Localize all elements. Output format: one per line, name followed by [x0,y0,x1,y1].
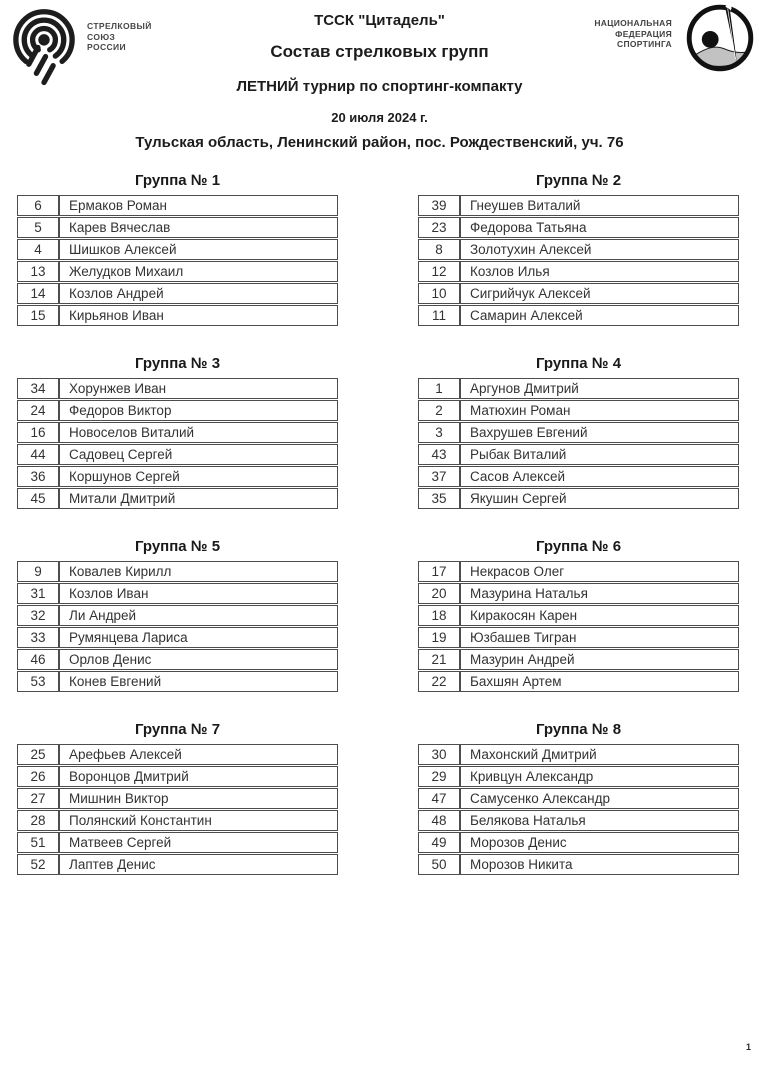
member-name: Козлов Иван [59,583,338,604]
member-name: Садовец Сергей [59,444,338,465]
member-number: 11 [418,305,460,326]
group-roster-table [17,743,338,876]
group-title: Группа № 3 [134,355,221,372]
member-name: Желудков Михаил [59,261,338,282]
member-name: Орлов Денис [59,649,338,670]
member-row [17,444,338,465]
member-name: Коршунов Сергей [59,466,338,487]
logo-text-line: СОЮЗ [87,31,116,42]
member-row [17,261,338,282]
member-number: 52 [17,854,59,875]
member-row [418,239,739,260]
member-name: Золотухин Алексей [460,239,739,260]
member-row [418,305,739,326]
member-name: Козлов Илья [460,261,739,282]
member-number: 5 [17,217,59,238]
member-number: 3 [418,422,460,443]
member-row [17,605,338,626]
member-name: Шишков Алексей [59,239,338,260]
member-row [418,400,739,421]
group-roster-table [418,194,739,327]
member-name: Арефьев Алексей [59,744,338,765]
group-title: Группа № 8 [535,721,622,738]
member-row [17,832,338,853]
member-number: 12 [418,261,460,282]
member-number: 20 [418,583,460,604]
member-name: Некрасов Олег [460,561,739,582]
member-number: 31 [17,583,59,604]
member-number: 28 [17,810,59,831]
member-name: Ермаков Роман [59,195,338,216]
group-section [418,721,739,904]
member-row [17,583,338,604]
group-section [17,355,338,538]
member-number: 26 [17,766,59,787]
member-number: 21 [418,649,460,670]
member-name: Лаптев Денис [59,854,338,875]
member-number: 45 [17,488,59,509]
group-title: Группа № 7 [134,721,221,738]
member-row [17,649,338,670]
member-number: 23 [418,217,460,238]
member-row [17,561,338,582]
member-number: 30 [418,744,460,765]
group-title: Группа № 1 [134,172,221,189]
member-row [418,561,739,582]
member-name: Воронцов Дмитрий [59,766,338,787]
group-title: Группа № 6 [535,538,622,555]
member-number: 48 [418,810,460,831]
member-number: 13 [17,261,59,282]
member-name: Кривцун Александр [460,766,739,787]
member-row [17,810,338,831]
member-name: Махонский Дмитрий [460,744,739,765]
member-number: 18 [418,605,460,626]
group-roster-table [418,560,739,693]
group-title: Группа № 5 [134,538,221,555]
club-name: ТССК "Цитадель" [314,12,445,29]
member-name: Румянцева Лариса [59,627,338,648]
member-name: Вахрушев Евгений [460,422,739,443]
member-row [17,627,338,648]
group-section [418,538,739,721]
member-row [418,261,739,282]
logo-text-line: ФЕДЕРАЦИЯ [615,28,672,39]
member-number: 33 [17,627,59,648]
member-name: Карев Вячеслав [59,217,338,238]
member-number: 39 [418,195,460,216]
member-row [17,788,338,809]
member-name: Белякова Наталья [460,810,739,831]
member-number: 49 [418,832,460,853]
member-row [418,466,739,487]
member-name: Федорова Татьяна [460,217,739,238]
member-name: Самусенко Александр [460,788,739,809]
logo-text-line: СТРЕЛКОВЫЙ [87,21,152,31]
member-number: 1 [418,378,460,399]
member-row [17,854,338,875]
member-number: 16 [17,422,59,443]
member-number: 35 [418,488,460,509]
member-number: 44 [17,444,59,465]
member-number: 8 [418,239,460,260]
member-name: Митали Дмитрий [59,488,338,509]
member-name: Кирьянов Иван [59,305,338,326]
group-title: Группа № 4 [535,355,622,372]
group-roster-table [17,377,338,510]
member-number: 10 [418,283,460,304]
member-name: Мишнин Виктор [59,788,338,809]
member-number: 17 [418,561,460,582]
member-row [17,217,338,238]
member-name: Ковалев Кирилл [59,561,338,582]
logo-text-line: РОССИИ [87,42,127,52]
member-number: 47 [418,788,460,809]
member-name: Мазурина Наталья [460,583,739,604]
member-name: Матвеев Сергей [59,832,338,853]
member-row [17,744,338,765]
member-number: 6 [17,195,59,216]
member-row [17,422,338,443]
group-section [17,172,338,355]
member-number: 46 [17,649,59,670]
member-number: 25 [17,744,59,765]
member-row [418,195,739,216]
member-row [418,488,739,509]
member-number: 9 [17,561,59,582]
group-roster-table [17,194,338,327]
member-row [17,766,338,787]
member-row [418,217,739,238]
logo-text-line: НАЦИОНАЛЬНАЯ [594,18,672,28]
member-row [17,400,338,421]
event-date: 20 июля 2024 г. [331,110,428,125]
group-section [418,355,739,538]
member-name: Рыбак Виталий [460,444,739,465]
group-section [17,538,338,721]
event-location: Тульская область, Ленинский район, пос. Рождественский, уч. 76 [135,134,624,151]
member-row [418,605,739,626]
member-row [17,378,338,399]
member-row [418,671,739,692]
page-title: Состав стрелковых групп [270,42,489,61]
member-row [17,283,338,304]
member-row [17,466,338,487]
member-row [418,378,739,399]
member-number: 2 [418,400,460,421]
page-number: 1 [745,1042,751,1052]
member-row [418,444,739,465]
member-name: Новоселов Виталий [59,422,338,443]
member-row [418,788,739,809]
member-number: 4 [17,239,59,260]
member-row [17,239,338,260]
member-number: 37 [418,466,460,487]
member-name: Аргунов Дмитрий [460,378,739,399]
member-number: 50 [418,854,460,875]
group-roster-table [17,560,338,693]
member-row [17,195,338,216]
member-row [17,488,338,509]
member-row [418,583,739,604]
member-number: 43 [418,444,460,465]
member-row [418,854,739,875]
group-roster-table [418,377,739,510]
group-title: Группа № 2 [535,172,622,189]
member-row [17,305,338,326]
member-row [17,671,338,692]
member-name: Гнеушев Виталий [460,195,739,216]
member-number: 29 [418,766,460,787]
member-number: 27 [17,788,59,809]
member-name: Морозов Денис [460,832,739,853]
member-number: 19 [418,627,460,648]
member-number: 14 [17,283,59,304]
member-row [418,422,739,443]
member-name: Козлов Андрей [59,283,338,304]
groups-grid [17,172,739,904]
group-section [418,172,739,355]
member-name: Мазурин Андрей [460,649,739,670]
member-name: Полянский Константин [59,810,338,831]
member-number: 34 [17,378,59,399]
member-number: 22 [418,671,460,692]
member-number: 15 [17,305,59,326]
member-number: 53 [17,671,59,692]
member-name: Самарин Алексей [460,305,739,326]
member-name: Киракосян Карен [460,605,739,626]
member-row [418,832,739,853]
member-row [418,627,739,648]
member-row [418,744,739,765]
member-row [418,810,739,831]
member-name: Федоров Виктор [59,400,338,421]
group-section [17,721,338,904]
member-row [418,283,739,304]
member-row [418,649,739,670]
member-name: Юзбашев Тигран [460,627,739,648]
event-subtitle: ЛЕТНИЙ турнир по спортинг-компакту [236,78,523,95]
member-number: 36 [17,466,59,487]
member-name: Сасов Алексей [460,466,739,487]
logo-text-line: СПОРТИНГА [617,39,672,49]
member-number: 32 [17,605,59,626]
member-name: Матюхин Роман [460,400,739,421]
member-row [418,766,739,787]
member-name: Бахшян Артем [460,671,739,692]
member-name: Сигрийчук Алексей [460,283,739,304]
group-roster-table [418,743,739,876]
member-name: Хорунжев Иван [59,378,338,399]
member-name: Конев Евгений [59,671,338,692]
member-name: Морозов Никита [460,854,739,875]
member-name: Ли Андрей [59,605,338,626]
member-number: 51 [17,832,59,853]
member-name: Якушин Сергей [460,488,739,509]
member-number: 24 [17,400,59,421]
